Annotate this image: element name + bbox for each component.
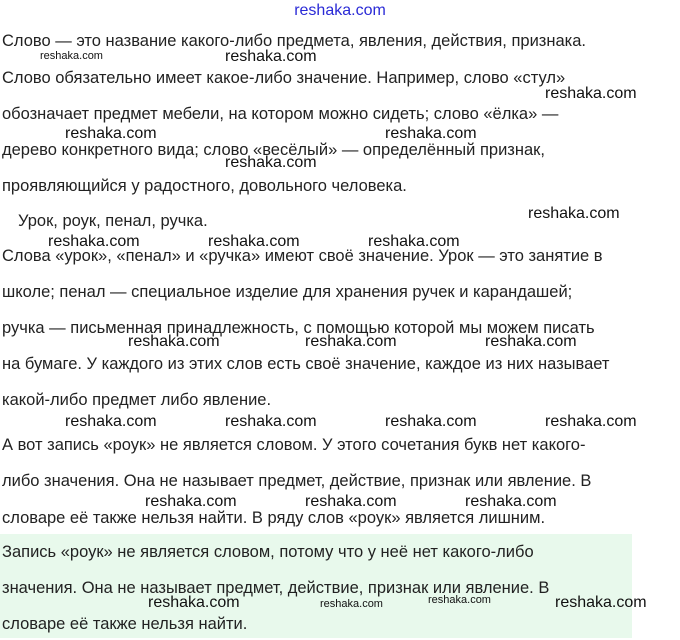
watermark: reshaka.com	[225, 48, 317, 65]
text-line: дерево конкретного вида; слово «весёлый» — определённый признак,	[2, 141, 545, 159]
text-line: либо значения. Она не называет предмет, действие, признак или явление. В	[2, 472, 592, 490]
watermark: reshaka.com	[465, 493, 557, 510]
watermark: reshaka.com	[48, 233, 140, 250]
text-line: Слова «урок», «пенал» и «ручка» имеют своё значение. Урок — это занятие в	[2, 247, 603, 265]
text-line: ручка — письменная принадлежность, с помощью которой мы можем писать	[2, 319, 595, 337]
watermark: reshaka.com	[428, 594, 491, 606]
watermark: reshaka.com	[145, 493, 237, 510]
watermark: reshaka.com	[545, 85, 637, 102]
text-line: обозначает предмет мебели, на котором можно сидеть; слово «ёлка» —	[2, 105, 559, 123]
watermark: reshaka.com	[128, 333, 220, 350]
watermark: reshaka.com	[305, 333, 397, 350]
text-line: на бумаге. У каждого из этих слов есть своё значение, каждое из них называет	[2, 355, 610, 373]
text-line: школе; пенал — специальное изделие для хранения ручек и карандашей;	[2, 283, 573, 301]
text-line: проявляющийся у радостного, довольного человека.	[2, 177, 407, 195]
answer-line: Запись «роук» не является словом, потому что у неё нет какого-либо	[2, 543, 534, 561]
answer-line: словаре её также нельзя найти.	[2, 615, 248, 633]
text-line: Слово обязательно имеет какое-либо значение. Например, слово «стул»	[2, 69, 566, 87]
watermark: reshaka.com	[385, 413, 477, 430]
text-line: Слово — это название какого-либо предмета, явления, действия, признака.	[2, 32, 586, 50]
text-line: какой-либо предмет либо явление.	[2, 391, 272, 409]
watermark: reshaka.com	[485, 333, 577, 350]
watermark: reshaka.com	[40, 50, 103, 62]
site-header[interactable]: reshaka.com	[294, 2, 386, 19]
watermark: reshaka.com	[225, 154, 317, 171]
watermark: reshaka.com	[208, 233, 300, 250]
watermark: reshaka.com	[385, 125, 477, 142]
watermark: reshaka.com	[148, 594, 240, 611]
watermark: reshaka.com	[545, 413, 637, 430]
watermark: reshaka.com	[225, 413, 317, 430]
watermark: reshaka.com	[65, 413, 157, 430]
watermark: reshaka.com	[528, 205, 620, 222]
watermark: reshaka.com	[555, 594, 647, 611]
watermark: reshaka.com	[305, 493, 397, 510]
watermark: reshaka.com	[368, 233, 460, 250]
watermark: reshaka.com	[320, 598, 383, 610]
text-line: А вот запись «роук» не является словом. У этого сочетания букв нет какого-	[2, 436, 586, 454]
text-line: словаре её также нельзя найти. В ряду слов «роук» является лишним.	[2, 509, 546, 527]
word-list: Урок, роук, пенал, ручка.	[18, 212, 208, 230]
watermark: reshaka.com	[65, 125, 157, 142]
answer-line: значения. Она не называет предмет, действие, признак или явление. В	[2, 579, 550, 597]
